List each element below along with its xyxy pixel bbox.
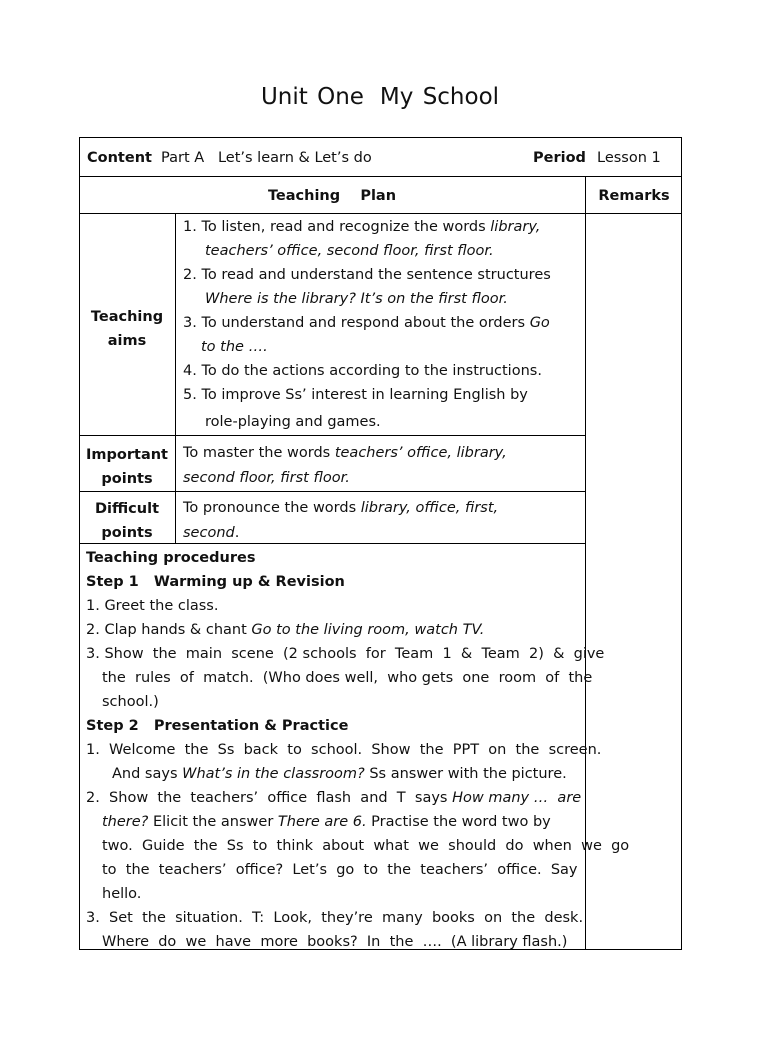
aim-item-continued: role-playing and games. (205, 414, 381, 430)
difficult-points-label-line2: points (101, 525, 153, 541)
row-divider (79, 435, 586, 436)
column-divider (175, 213, 176, 543)
difficult-points-label-line1: Difficult (95, 501, 159, 517)
procedure-item-continued: two. Guide the Ss to think about what we should do when we go (102, 838, 630, 854)
period-value: Lesson 1 (597, 150, 661, 166)
aim-item: 1. To listen, read and recognize the words library, (183, 219, 541, 235)
period-label: Period (533, 150, 586, 166)
aim-item-continued: to the …. (201, 339, 268, 355)
important-points-label-line1: Important (86, 447, 168, 463)
step2-heading: Step 2 Presentation & Practice (86, 718, 349, 734)
important-points-text: To master the words teachers’ office, library, second floor, first floor. (183, 445, 507, 486)
aim-item-continued: teachers’ office, second floor, first floor. (205, 243, 494, 259)
important-points-label-line2: points (101, 471, 153, 487)
row-divider (79, 491, 586, 492)
difficult-points-text: To pronounce the words library, office, first, second. (183, 500, 499, 541)
aim-item: 4. To do the actions according to the instructions. (183, 363, 542, 379)
step1-heading: Step 1 Warming up & Revision (86, 574, 345, 590)
difficult-points-label (79, 497, 175, 545)
row-divider (79, 176, 682, 177)
procedure-item: 2. Clap hands & chant Go to the living room, watch TV. (86, 622, 485, 638)
procedure-item-continued: school.) (102, 694, 159, 710)
teaching-aims-list (183, 215, 581, 434)
procedure-item: 3. Show the main scene (2 schools for Team 1 & Team 2) & give (86, 646, 605, 662)
teaching-aims-label-line1: Teaching (90, 309, 164, 325)
important-points-label (79, 443, 175, 491)
title-topic: My School (379, 84, 500, 110)
procedure-item-continued: And says What’s in the classroom? Ss answer with the picture. (112, 766, 567, 782)
procedure-item-continued: Where do we have more books? In the …. (A library flash.) (102, 934, 568, 950)
teaching-aims-label-line2: aims (107, 333, 147, 349)
title-unit: Unit One (260, 84, 364, 110)
procedure-item-continued: there? Elicit the answer There are 6. Practise the word two by (102, 814, 551, 830)
procedure-item: 3. Set the situation. T: Look, they’re many books on the desk. (86, 910, 584, 926)
content-label: Content (87, 150, 152, 166)
remarks-heading: Remarks (598, 188, 670, 204)
procedure-item-continued: to the teachers’ office? Let’s go to the teachers’ office. Say (102, 862, 578, 878)
procedures-heading: Teaching procedures (86, 550, 256, 566)
procedure-item-continued: hello. (102, 886, 142, 902)
procedure-item: 1. Welcome the Ss back to school. Show the PPT on the screen. (86, 742, 602, 758)
aim-item: 5. To improve Ss’ interest in learning English by (183, 387, 528, 403)
procedure-item-continued: the rules of match. (Who does well, who gets one room of the (102, 670, 593, 686)
page-title (0, 84, 760, 110)
aim-item: 2. To read and understand the sentence structures (183, 267, 551, 283)
teaching-plan-heading: Teaching Plan (267, 188, 397, 204)
row-divider (79, 213, 682, 214)
content-value: Part A Let’s learn & Let’s do (161, 150, 372, 166)
aim-item-continued: Where is the library? It’s on the first floor. (205, 291, 508, 307)
teaching-aims-label (79, 305, 175, 353)
procedure-item: 1. Greet the class. (86, 598, 219, 614)
procedure-item: 2. Show the teachers’ office flash and T says How many … are (86, 790, 582, 806)
aim-item: 3. To understand and respond about the orders Go (183, 315, 550, 331)
teaching-procedures (86, 546, 630, 954)
